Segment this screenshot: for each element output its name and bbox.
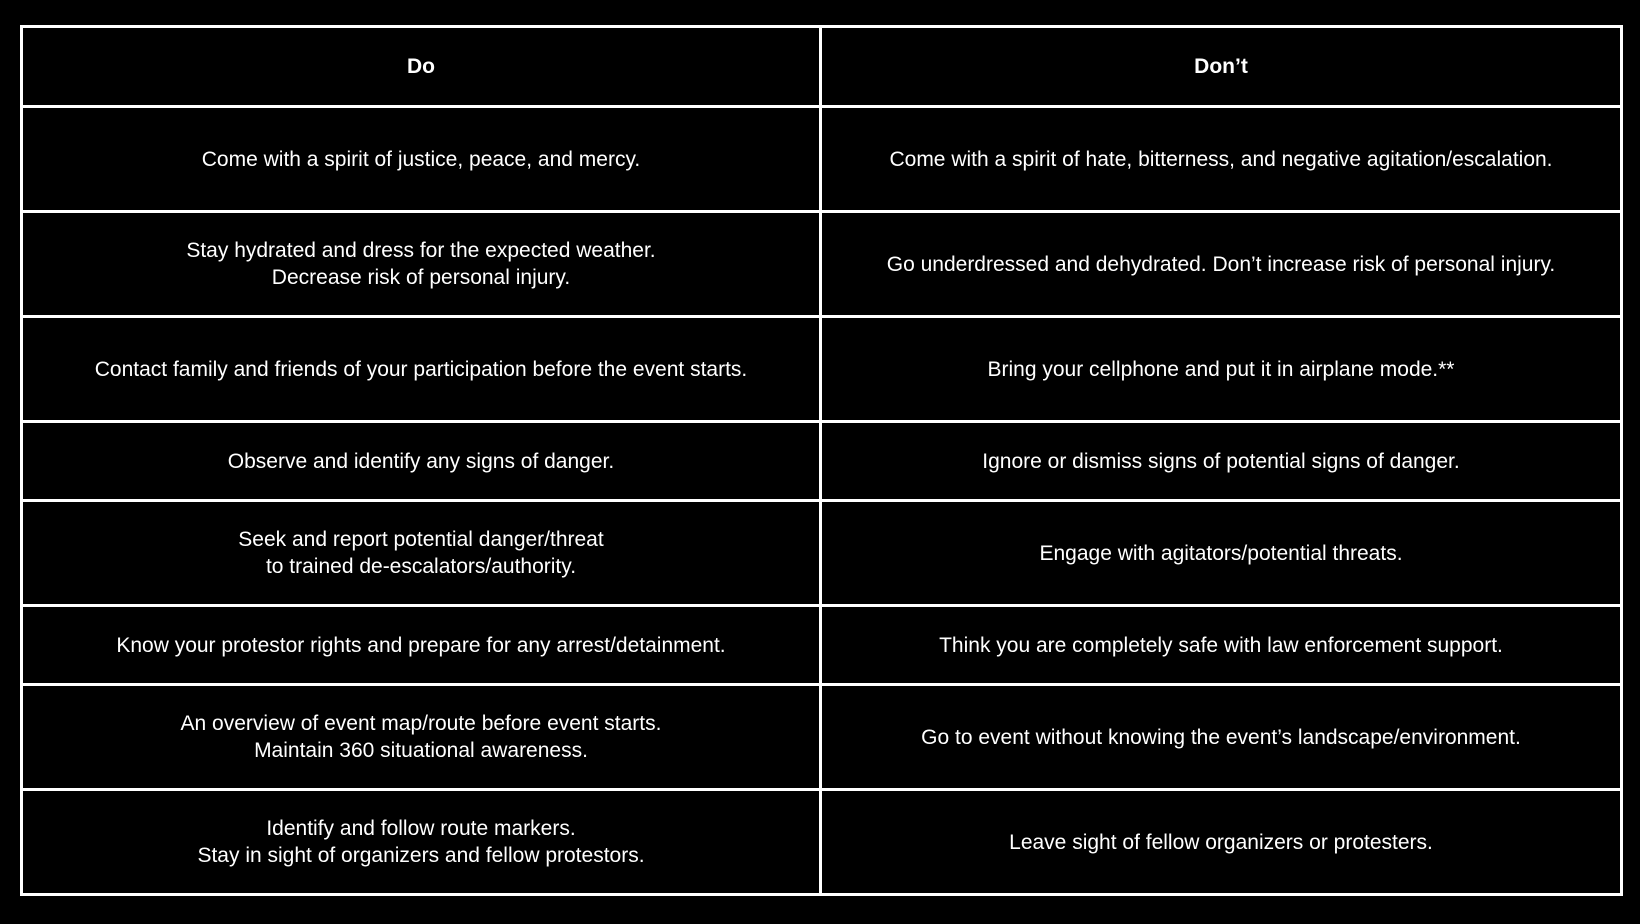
dont-text: Go underdressed and dehydrated. Don’t increase risk of personal injury. — [886, 252, 1556, 276]
do-text: Come with a spirit of justice, peace, and mercy. — [201, 147, 641, 171]
dont-cell — [821, 422, 1622, 501]
dont-cell — [821, 107, 1622, 212]
do-cell — [22, 317, 821, 422]
do-cell — [22, 606, 821, 685]
do-cell — [22, 501, 821, 606]
do-dont-table — [20, 25, 1623, 896]
do-text: Maintain 360 situational awareness. — [254, 739, 588, 762]
dont-text: Leave sight of fellow organizers or protesters. — [1009, 830, 1433, 854]
dont-cell — [821, 790, 1622, 895]
table-row — [22, 685, 1622, 790]
do-cell — [22, 685, 821, 790]
do-cell — [22, 422, 821, 501]
do-text: Stay hydrated and dress for the expected weather. — [186, 239, 656, 262]
dont-cell — [821, 606, 1622, 685]
do-text: Stay in sight of organizers and fellow protestors. — [197, 844, 645, 867]
table-row — [22, 606, 1622, 685]
dont-text: Bring your cellphone and put it in airplane mode.** — [987, 357, 1455, 381]
dont-cell — [821, 685, 1622, 790]
header-dont: Don’t — [821, 27, 1622, 107]
do-text: Decrease risk of personal injury. — [271, 266, 571, 289]
do-cell — [22, 107, 821, 212]
table-row — [22, 317, 1622, 422]
table-row — [22, 422, 1622, 501]
table-row — [22, 107, 1622, 212]
dont-text: Come with a spirit of hate, bitterness, and negative agitation/escalation. — [889, 147, 1553, 171]
table-row — [22, 501, 1622, 606]
dont-text: Think you are completely safe with law enforcement support. — [939, 633, 1503, 657]
do-text: Identify and follow route markers. — [266, 817, 576, 840]
dont-cell — [821, 212, 1622, 317]
do-text: Seek and report potential danger/threat — [238, 528, 604, 551]
dont-text: Go to event without knowing the event’s landscape/environment. — [921, 725, 1521, 749]
dont-cell — [821, 501, 1622, 606]
do-text: Contact family and friends of your participation before the event starts. — [94, 357, 748, 381]
do-cell — [22, 212, 821, 317]
dont-text: Engage with agitators/potential threats. — [1039, 541, 1403, 565]
do-text: Observe and identify any signs of danger. — [227, 449, 615, 473]
do-text: An overview of event map/route before event starts. — [180, 712, 662, 735]
do-cell — [22, 790, 821, 895]
do-text: Know your protestor rights and prepare for any arrest/detainment. — [116, 633, 726, 657]
dont-text: Ignore or dismiss signs of potential signs of danger. — [982, 449, 1460, 473]
header-row — [22, 27, 1622, 107]
table-row — [22, 790, 1622, 895]
header-do: Do — [22, 27, 821, 107]
table-row — [22, 212, 1622, 317]
dont-cell — [821, 317, 1622, 422]
do-text: to trained de-escalators/authority. — [265, 555, 577, 578]
